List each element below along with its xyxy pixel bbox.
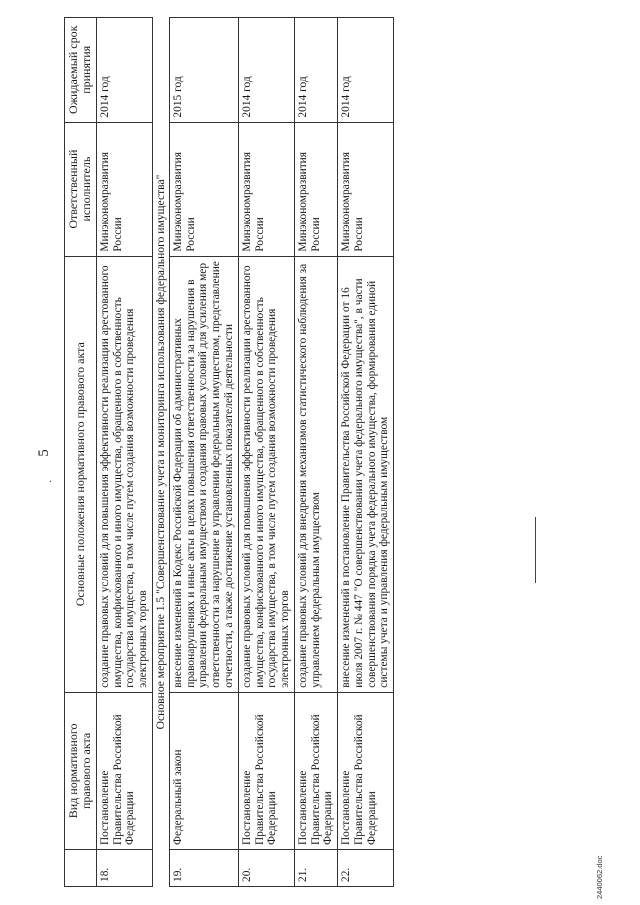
row-num: 20. xyxy=(238,849,294,886)
row-kind: Постановление Правительства Российской Федерации xyxy=(238,692,294,849)
row-provisions: внесение изменений в постановление Правительства Российской Федерации от 16 июля 2007 г. № 447 "О совершенствовании учета федерального имущества", в части совершенствования порядка учета федерального имущества, формирования единой системы учета и управления федеральным имуществом xyxy=(338,256,394,692)
footer-filename: 2440062.doc xyxy=(595,855,604,899)
section-heading: Основное мероприятие 1.5 "Совершенствование учета и мониторинга использования федерального имущества" xyxy=(152,17,169,886)
row-term: 2014 год xyxy=(294,17,337,122)
table-row xyxy=(338,17,394,886)
row-kind: Постановление Правительства Российской Федерации xyxy=(96,692,152,849)
row-num: 22. xyxy=(338,849,394,886)
row-term: 2014 год xyxy=(96,17,152,122)
row-executor: Минэкономразвития России xyxy=(96,122,152,256)
row-executor: Минэкономразвития России xyxy=(169,122,238,256)
table-row xyxy=(169,17,238,886)
row-num: 19. xyxy=(169,849,238,886)
header-num xyxy=(65,849,97,886)
row-kind: Постановление Правительства Российской Федерации xyxy=(338,692,394,849)
row-provisions: создание правовых условий для повышения эффективности реализации арестованного имущества, конфискованного и иного имущества, обращенного в собственность государства имущества, в том числе путем создания возможности проведения электронных торгов xyxy=(96,256,152,692)
table-row xyxy=(96,17,152,886)
row-executor: Минэкономразвития России xyxy=(294,122,337,256)
row-executor: Минэкономразвития России xyxy=(238,122,294,256)
row-executor: Минэкономразвития России xyxy=(338,122,394,256)
legal-acts-table xyxy=(64,17,394,887)
row-num: 21. xyxy=(294,849,337,886)
scan-dot: · xyxy=(46,479,57,483)
row-term: 2015 год xyxy=(169,17,238,122)
row-provisions: внесение изменений в Кодекс Российской Федерации об административных правонарушениях и иные акты в целях повышения ответственности за нарушения в управлении федеральным имуществом и создания правовых условий для усиления мер ответственности за нарушение в управлении федеральным имуществом, представление отчетности, а также достижение установленных показателей деятельности xyxy=(169,256,238,692)
header-executor: Ответственный исполнитель xyxy=(65,122,97,256)
row-term: 2014 год xyxy=(338,17,394,122)
table-row xyxy=(238,17,294,886)
rotated-sheet xyxy=(30,3,610,903)
section-row xyxy=(152,17,169,886)
table-row xyxy=(294,17,337,886)
header-provisions: Основные положения нормативного правового акта xyxy=(65,256,97,692)
row-term: 2014 год xyxy=(238,17,294,122)
header-kind: Вид нормативного правового акта xyxy=(65,692,97,849)
row-provisions: создание правовых условий для повышения эффективности реализации арестованного имущества, конфискованного и иного имущества, обращенного в собственность государства имущества, в том числе путем создания возможности проведения электронных торгов xyxy=(238,256,294,692)
page-number: 5 xyxy=(36,448,52,457)
end-rule xyxy=(535,517,536,583)
row-num: 18. xyxy=(96,849,152,886)
row-provisions: создание правовых условий для внедрения механизмов статистического наблюдения за управлением федеральным имуществом xyxy=(294,256,337,692)
table-header-row xyxy=(65,17,97,886)
row-kind: Федеральный закон xyxy=(169,692,238,849)
row-kind: Постановление Правительства Российской Федерации xyxy=(294,692,337,849)
header-term: Ожидаемый срок принятия xyxy=(65,17,97,122)
